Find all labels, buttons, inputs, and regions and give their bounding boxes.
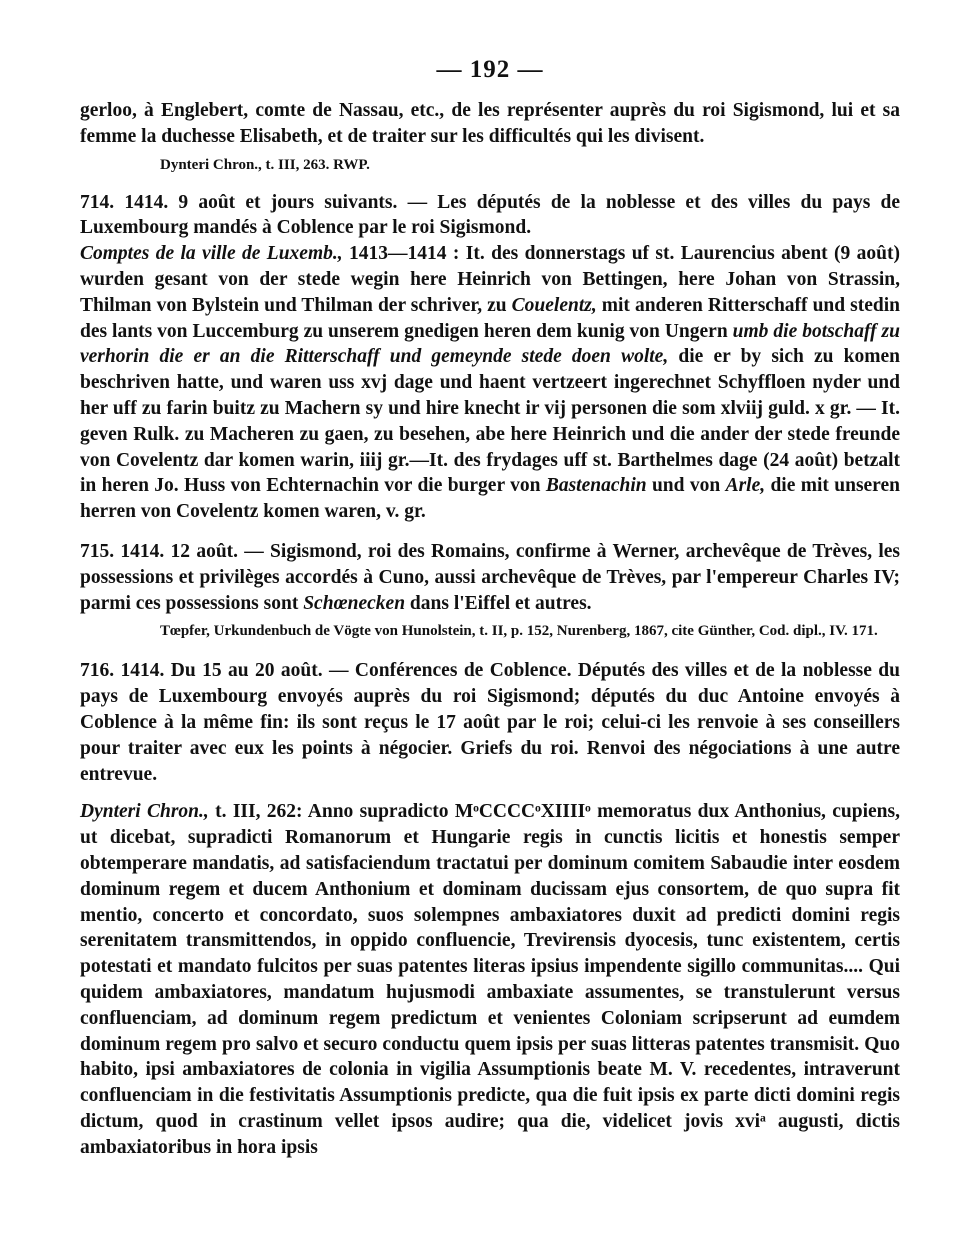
- entry-716-source: Dynteri Chron.,: [80, 801, 209, 823]
- entry-715-source: Tœpfer, Urkundenbuch de Vögte von Hunolstein, t. II, p. 152, Nurenberg, 1867, cite Günther, Cod. dipl., IV. 171.: [160, 623, 878, 640]
- entry-716-summary: Du 15 au 20 août. — Conférences de Coblence. Députés des villes et de la noblesse du pays de Luxembourg envoyés auprès du roi Sigismond; députés du duc Antoine envoyés à Coblence à la même fin: ils sont reçus le 17 août par le roi; celui-ci les renvoie à ses conseillers pour traiter avec eux les points à négocier. Griefs du roi. Renvoi des négociations à une autre entrevue.: [80, 660, 901, 785]
- page-number: — 192 —: [436, 56, 544, 83]
- entry-714-body-1: 1413—1414 : It. des donnerstags uf st. Laurencius abent (9 août) wurden gesant von der stede wegin here Heinrich von Bettingen, here Johan von Strassin, Thilman von Bylstein und Thilman der schriver, zu: [80, 243, 900, 316]
- entry-714-summary: 9 août et jours suivants. — Les députés de la noblesse et des villes du pays de Luxembourg mandés à Coblence par le roi Sigismond.: [80, 191, 900, 239]
- entry-714-body-3: die er by sich zu komen beschriven hatte, und waren uss xvj dage und haent vertzeert ingerechnet Schyffloen nyder und her uff zu farin buitz zu Machern sy und hire knecht ir vij personen die som xlviij guld. x gr. — It. geven Rulk. zu Macheren zu gaen, zu besehen, abe here Heinrich und die ander der stede freunde von Covelentz dar komen warin, iiij gr.—It. des frydages uff st. Barthelmes dage (24 août) betzalt in heren Jo. Huss von Echternachin vor die burger von: [80, 346, 900, 497]
- entry-715-text-2: dans l'Eiffel et autres.: [405, 592, 592, 614]
- entry-714-number: 714. 1414.: [80, 191, 169, 213]
- entry-714-arle: Arle,: [725, 475, 766, 497]
- entry-715-text-1: 12 août. — Sigismond, roi des Romains, confirme à Werner, archevêque de Trèves, les possessions et privilèges accordés à Cuno, aussi archevêque de Trèves, par l'empereur Charles IV; parmi ces possessions sont: [80, 540, 901, 614]
- entry-714-phrase: umb die botschaff zu verhorin die er an die Ritterschaff und gemeynde stede doen wolte,: [80, 320, 900, 368]
- document-page: [80, 56, 900, 1160]
- entry-714-bastenachin: Bastenachin: [545, 475, 647, 497]
- entry-714-body-4: und von: [646, 475, 726, 497]
- entry-714-source: Comptes de la ville de Luxemb.,: [80, 243, 343, 265]
- entry-715-number: 715. 1414.: [80, 540, 165, 562]
- entry-714-heading: [80, 190, 900, 242]
- entry-716-number: 716. 1414.: [80, 660, 165, 682]
- entry-714-body-5: die mit unseren herren von Covelentz komen waren, v. gr.: [80, 475, 900, 523]
- entry-714-body: [80, 241, 900, 525]
- entry-715-text: [80, 539, 900, 616]
- intro-source: Dynteri Chron., t. III, 263. RWP.: [160, 156, 370, 173]
- entry-714-place: Couelentz,: [511, 294, 597, 316]
- entry-716-latin-text: t. III, 262: Anno supradicto MᵒCCCCᵒXIIIIᵒ memoratus dux Anthonius, cupiens, ut dicebat, supradicti Romanorum et Hungarie regis in cunctis licitis et honestis semper obtemperare mandatis, ad satisfaciendum tractatui per dominum comitem Sabaudie inter eosdem dominum regem et ducem Anthonium et dominam ducissam ejus consortem, de quo supra fit mentio, concerto et concordato, suos solempnes ambaxiatores duxit ad predicti domini regis serenitatem transmittendos, in oppido confluencie, Trevirensis dyocesis, tunc existentem, certis potestati et mandato fulcitos per suas patentes literas ipsius impendente sigillo communitas.... Qui quidem ambaxiatores, mandatum hujusmodi ambaxiate assumentes, se transtulerunt versus confluenciam, ad dominum regem predictum et venientes Coloniam scripserunt ad eumdem dominum regem pro salvo et securo conductu quem ipsis per suas litteras patentes transmisit. Quo habito, ipsi ambaxiatores de colonia in vigilia Assumptionis beate M. V. recedentes, intraverunt confluenciam in die festivitatis Assumptionis predicte, qua die fuit ipsis ex parte dicti domini regis dictum, quod in crastinum vellet ipsos audire; qua die, videlicet jovis xviᵃ augusti, dictis ambaxiatoribus in hora ipsis: [80, 801, 900, 1158]
- entry-715: [80, 539, 900, 642]
- entry-716-text: [80, 658, 900, 787]
- entry-714-body-2: mit anderen Ritterschaff und stedin des lants von Luccemburg zu unserem gnedigen heren dem kunig von Ungern: [80, 294, 900, 342]
- entry-715-schoenecken: Schœnecken: [303, 592, 406, 614]
- entry-716: [80, 658, 900, 1160]
- intro-paragraph: gerloo, à Englebert, comte de Nassau, etc., de les représenter auprès du roi Sigismond, lui et sa femme la duchesse Elisabeth, et de traiter sur les difficultés qui les divisent.: [80, 100, 900, 147]
- entry-716-latin: [80, 799, 900, 1160]
- entry-714: [80, 190, 900, 525]
